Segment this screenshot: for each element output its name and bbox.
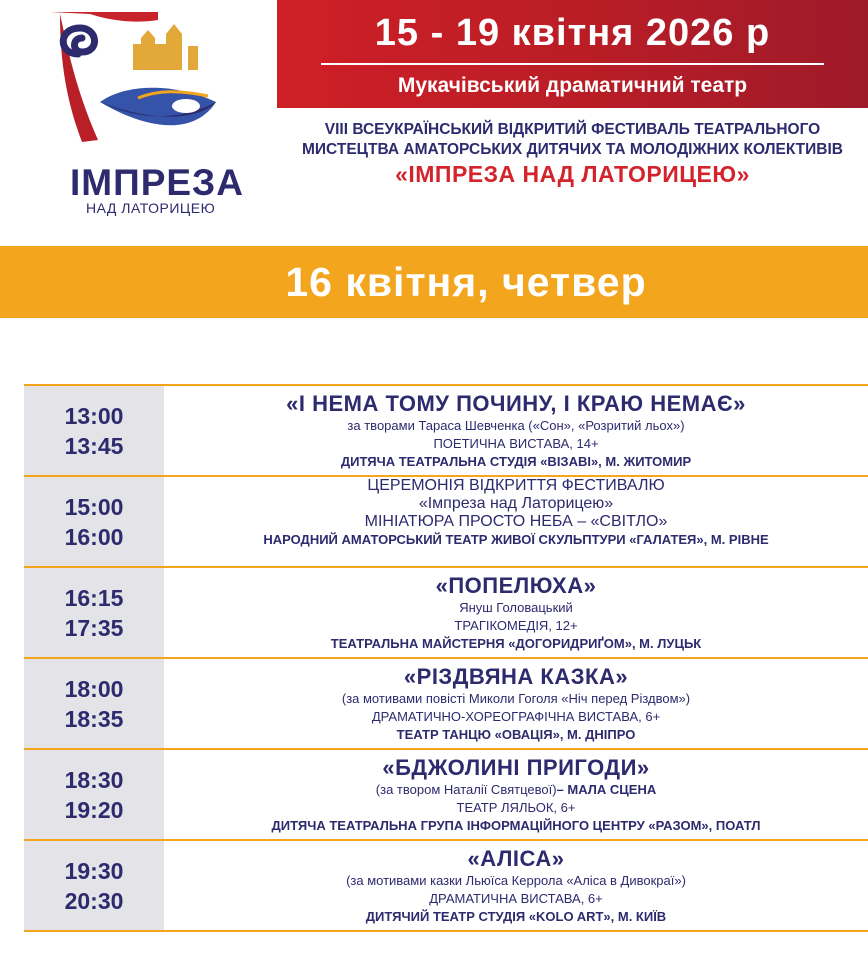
logo-emblem-icon [38, 10, 238, 170]
event-author-line [164, 781, 868, 799]
event-author: (за твором Наталії Святцевої) [375, 782, 557, 797]
event-company: ДИТЯЧА ТЕАТРАЛЬНА ГРУПА ІНФОРМАЦІЙНОГО ЦЕНТРУ «РАЗОМ», ПОАТЛ [271, 818, 761, 833]
day-header [0, 246, 868, 318]
schedule-row [24, 475, 868, 566]
end-time: 16:00 [64, 523, 124, 550]
opening-ceremony-subtitle: «Імпреза над Латорицею» [418, 495, 614, 512]
date-banner [277, 0, 868, 108]
event-company: ДИТЯЧА ТЕАТРАЛЬНА СТУДІЯ «ВІЗАВІ», М. ЖИТОМИР [340, 454, 692, 469]
start-time: 18:30 [64, 766, 124, 793]
event-title: «ПОПЕЛЮХА» [435, 573, 597, 598]
event-genre: ТЕАТР ЛЯЛЬОК, 6+ [456, 800, 576, 815]
event-title: «РІЗДВЯНА КАЗКА» [403, 664, 629, 689]
event-info [164, 659, 868, 748]
festival-description-line1: VIII ВСЕУКРАЇНСЬКИЙ ВІДКРИТИЙ ФЕСТИВАЛЬ ТЕАТРАЛЬНОГО [324, 121, 821, 138]
opening-ceremony-title: ЦЕРЕМОНІЯ ВІДКРИТТЯ ФЕСТИВАЛЮ [367, 477, 665, 494]
festival-dates: 15 - 19 квітня 2026 р [374, 12, 771, 54]
event-title: «І НЕМА ТОМУ ПОЧИНУ, І КРАЮ НЕМАЄ» [286, 391, 746, 416]
schedule-row [24, 384, 868, 475]
event-title: «АЛІСА» [467, 846, 565, 871]
event-author: (за мотивами повісті Миколи Гоголя «Ніч перед Різдвом») [341, 691, 691, 706]
schedule-row [24, 657, 868, 748]
time-slot [24, 386, 164, 475]
festival-venue: Мукачівський драматичний театр [397, 74, 748, 97]
banner-divider [321, 63, 824, 65]
logo-subtitle: НАД ЛАТОРИЦЕЮ [86, 200, 216, 216]
start-time: 19:30 [64, 857, 124, 884]
event-info [164, 750, 868, 839]
time-slot [24, 841, 164, 930]
day-title: 16 квітня, четвер [285, 259, 647, 305]
event-author: (за мотивами казки Льюїса Керрола «Аліса в Дивокраї») [346, 873, 686, 888]
end-time: 19:20 [64, 796, 124, 823]
event-genre: ДРАМАТИЧНО-ХОРЕОГРАФІЧНА ВИСТАВА, 6+ [371, 709, 661, 724]
schedule-row [24, 566, 868, 657]
festival-name: «ІМПРЕЗА НАД ЛАТОРИЦЕЮ» [395, 161, 750, 187]
event-title: МІНІАТЮРА ПРОСТО НЕБА – «СВІТЛО» [364, 513, 668, 530]
end-time: 20:30 [64, 887, 124, 914]
schedule-table [24, 384, 868, 932]
event-author: Януш Головацький [459, 600, 573, 615]
event-company: ТЕАТР ТАНЦЮ «ОВАЦІЯ», М. ДНІПРО [396, 727, 636, 742]
schedule-row [24, 839, 868, 932]
time-slot [24, 659, 164, 748]
start-time: 15:00 [64, 493, 124, 520]
event-company: ДИТЯЧИЙ ТЕАТР СТУДІЯ «KOLO ART», М. КИЇВ [365, 909, 667, 924]
event-genre: ДРАМАТИЧНА ВИСТАВА, 6+ [429, 891, 603, 906]
festival-description-line2: МИСТЕЦТВА АМАТОРСЬКИХ ДИТЯЧИХ ТА МОЛОДІЖНИХ КОЛЕКТИВІВ [302, 141, 843, 158]
event-genre: ПОЕТИЧНА ВИСТАВА, 14+ [433, 436, 599, 451]
logo-title: ІМПРЕЗА [70, 162, 244, 203]
event-author: за творами Тараса Шевченка («Сон», «Розритий льох») [347, 418, 685, 433]
event-company: НАРОДНИЙ АМАТОРСЬКИЙ ТЕАТР ЖИВОЇ СКУЛЬПТУРИ «ГАЛАТЕЯ», М. РІВНЕ [263, 532, 769, 547]
start-time: 13:00 [64, 402, 124, 429]
end-time: 13:45 [64, 432, 124, 459]
time-slot [24, 568, 164, 657]
end-time: 18:35 [64, 705, 124, 732]
event-info [164, 477, 868, 566]
event-info [164, 841, 868, 930]
event-info [164, 386, 868, 475]
event-genre: ТРАГІКОМЕДІЯ, 12+ [454, 618, 578, 633]
event-title: «БДЖОЛИНІ ПРИГОДИ» [382, 755, 650, 780]
festival-logo [38, 10, 244, 216]
time-slot [24, 750, 164, 839]
start-time: 18:00 [64, 675, 124, 702]
schedule-row [24, 748, 868, 839]
end-time: 17:35 [64, 614, 124, 641]
event-info [164, 568, 868, 657]
time-slot [24, 477, 164, 566]
start-time: 16:15 [64, 584, 124, 611]
event-company: ТЕАТРАЛЬНА МАЙСТЕРНЯ «ДОГОРИДРИҐОМ», М. ЛУЦЬК [330, 636, 702, 651]
event-stage: – МАЛА СЦЕНА [556, 782, 657, 797]
